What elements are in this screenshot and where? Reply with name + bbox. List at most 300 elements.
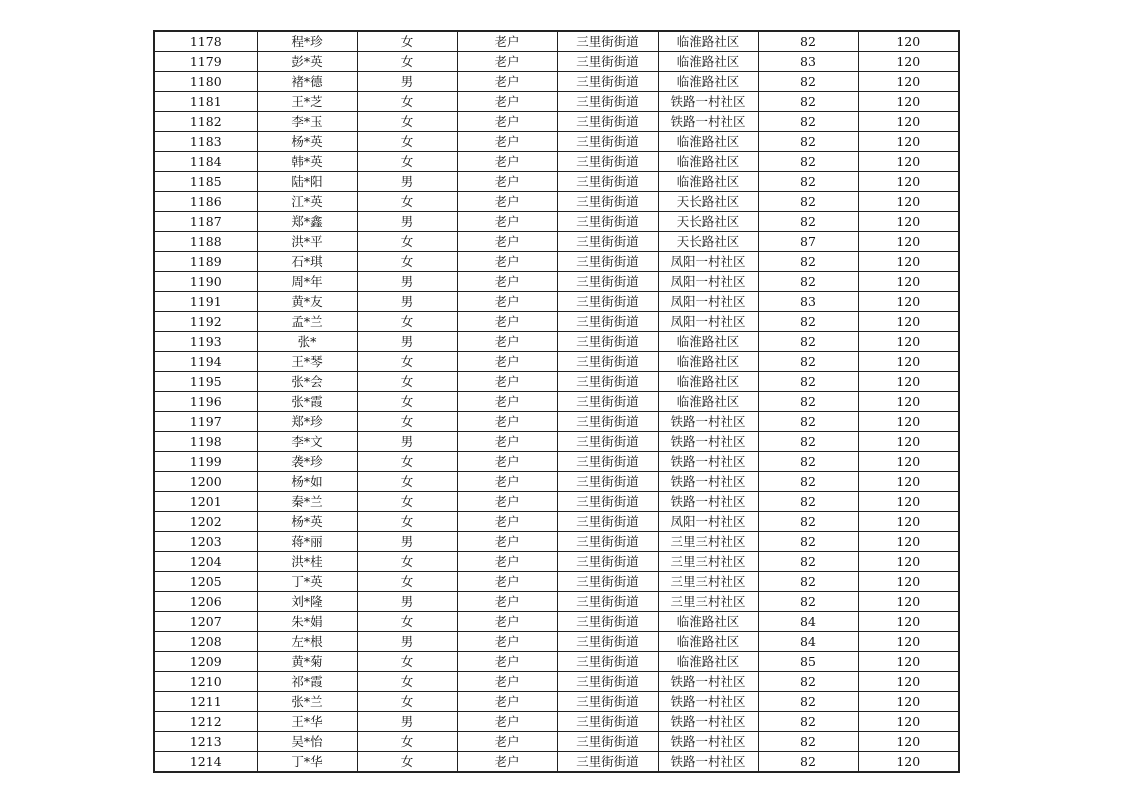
gender-cell: 女 [357,552,457,572]
table-row [154,712,959,732]
gender-cell: 女 [357,132,457,152]
amount-cell: 120 [858,112,959,132]
household-type-cell: 老户 [457,292,557,312]
age-cell: 82 [758,272,858,292]
street-cell: 三里街街道 [557,632,658,652]
community-cell: 天长路社区 [658,212,758,232]
household-type-cell: 老户 [457,712,557,732]
community-cell: 临淮路社区 [658,152,758,172]
amount-cell: 120 [858,52,959,72]
name-cell: 张*霞 [257,392,357,412]
row-number-cell: 1214 [154,752,257,773]
name-cell: 杨*英 [257,132,357,152]
street-cell: 三里街街道 [557,352,658,372]
age-cell: 83 [758,292,858,312]
table-row [154,92,959,112]
amount-cell: 120 [858,712,959,732]
community-cell: 凤阳一村社区 [658,292,758,312]
community-cell: 三里三村社区 [658,592,758,612]
community-cell: 铁路一村社区 [658,492,758,512]
gender-cell: 男 [357,632,457,652]
gender-cell: 男 [357,432,457,452]
household-type-cell: 老户 [457,472,557,492]
row-number-cell: 1182 [154,112,257,132]
household-type-cell: 老户 [457,312,557,332]
amount-cell: 120 [858,412,959,432]
gender-cell: 女 [357,752,457,773]
household-type-cell: 老户 [457,452,557,472]
household-type-cell: 老户 [457,632,557,652]
name-cell: 王*芝 [257,92,357,112]
age-cell: 82 [758,552,858,572]
age-cell: 82 [758,31,858,52]
community-cell: 铁路一村社区 [658,112,758,132]
table-row [154,532,959,552]
street-cell: 三里街街道 [557,252,658,272]
household-type-cell: 老户 [457,31,557,52]
community-cell: 三里三村社区 [658,532,758,552]
street-cell: 三里街街道 [557,112,658,132]
row-number-cell: 1188 [154,232,257,252]
age-cell: 84 [758,632,858,652]
age-cell: 82 [758,572,858,592]
community-cell: 铁路一村社区 [658,412,758,432]
name-cell: 张*兰 [257,692,357,712]
age-cell: 82 [758,712,858,732]
household-type-cell: 老户 [457,752,557,773]
street-cell: 三里街街道 [557,72,658,92]
amount-cell: 120 [858,492,959,512]
gender-cell: 女 [357,372,457,392]
street-cell: 三里街街道 [557,452,658,472]
table-row [154,552,959,572]
row-number-cell: 1213 [154,732,257,752]
row-number-cell: 1187 [154,212,257,232]
table-body [154,31,959,772]
row-number-cell: 1189 [154,252,257,272]
household-type-cell: 老户 [457,392,557,412]
age-cell: 82 [758,432,858,452]
community-cell: 凤阳一村社区 [658,272,758,292]
row-number-cell: 1193 [154,332,257,352]
street-cell: 三里街街道 [557,412,658,432]
table-row [154,252,959,272]
age-cell: 83 [758,52,858,72]
community-cell: 铁路一村社区 [658,92,758,112]
name-cell: 程*珍 [257,31,357,52]
street-cell: 三里街街道 [557,432,658,452]
household-type-cell: 老户 [457,652,557,672]
age-cell: 82 [758,492,858,512]
name-cell: 孟*兰 [257,312,357,332]
amount-cell: 120 [858,692,959,712]
gender-cell: 女 [357,492,457,512]
name-cell: 朱*娟 [257,612,357,632]
community-cell: 临淮路社区 [658,72,758,92]
gender-cell: 女 [357,672,457,692]
row-number-cell: 1191 [154,292,257,312]
amount-cell: 120 [858,572,959,592]
row-number-cell: 1194 [154,352,257,372]
community-cell: 临淮路社区 [658,632,758,652]
street-cell: 三里街街道 [557,472,658,492]
name-cell: 韩*英 [257,152,357,172]
row-number-cell: 1181 [154,92,257,112]
community-cell: 临淮路社区 [658,132,758,152]
row-number-cell: 1192 [154,312,257,332]
household-type-cell: 老户 [457,512,557,532]
name-cell: 郑*珍 [257,412,357,432]
age-cell: 87 [758,232,858,252]
street-cell: 三里街街道 [557,212,658,232]
street-cell: 三里街街道 [557,372,658,392]
row-number-cell: 1179 [154,52,257,72]
street-cell: 三里街街道 [557,732,658,752]
amount-cell: 120 [858,352,959,372]
street-cell: 三里街街道 [557,612,658,632]
name-cell: 丁*英 [257,572,357,592]
row-number-cell: 1197 [154,412,257,432]
community-cell: 铁路一村社区 [658,692,758,712]
community-cell: 临淮路社区 [658,332,758,352]
age-cell: 82 [758,192,858,212]
household-type-cell: 老户 [457,552,557,572]
name-cell: 陆*阳 [257,172,357,192]
gender-cell: 男 [357,72,457,92]
table-row [154,412,959,432]
table-row [154,452,959,472]
gender-cell: 女 [357,192,457,212]
amount-cell: 120 [858,312,959,332]
household-type-cell: 老户 [457,412,557,432]
amount-cell: 120 [858,92,959,112]
row-number-cell: 1199 [154,452,257,472]
age-cell: 82 [758,332,858,352]
community-cell: 天长路社区 [658,192,758,212]
gender-cell: 女 [357,52,457,72]
table-row [154,292,959,312]
amount-cell: 120 [858,172,959,192]
household-type-cell: 老户 [457,232,557,252]
community-cell: 三里三村社区 [658,572,758,592]
name-cell: 黄*菊 [257,652,357,672]
table-row [154,31,959,52]
amount-cell: 120 [858,612,959,632]
household-type-cell: 老户 [457,272,557,292]
name-cell: 黄*友 [257,292,357,312]
gender-cell: 女 [357,652,457,672]
table-row [154,112,959,132]
community-cell: 铁路一村社区 [658,732,758,752]
gender-cell: 女 [357,92,457,112]
amount-cell: 120 [858,152,959,172]
community-cell: 天长路社区 [658,232,758,252]
age-cell: 82 [758,732,858,752]
table-row [154,232,959,252]
table-row [154,132,959,152]
row-number-cell: 1205 [154,572,257,592]
table-row [154,72,959,92]
community-cell: 临淮路社区 [658,31,758,52]
gender-cell: 女 [357,152,457,172]
street-cell: 三里街街道 [557,52,658,72]
row-number-cell: 1200 [154,472,257,492]
name-cell: 江*英 [257,192,357,212]
street-cell: 三里街街道 [557,652,658,672]
age-cell: 82 [758,72,858,92]
household-type-cell: 老户 [457,192,557,212]
age-cell: 82 [758,672,858,692]
household-type-cell: 老户 [457,592,557,612]
table-row [154,512,959,532]
street-cell: 三里街街道 [557,532,658,552]
street-cell: 三里街街道 [557,492,658,512]
age-cell: 82 [758,312,858,332]
name-cell: 张*会 [257,372,357,392]
community-cell: 铁路一村社区 [658,712,758,732]
street-cell: 三里街街道 [557,92,658,112]
gender-cell: 男 [357,532,457,552]
age-cell: 82 [758,352,858,372]
row-number-cell: 1186 [154,192,257,212]
amount-cell: 120 [858,392,959,412]
household-type-cell: 老户 [457,432,557,452]
table-row [154,752,959,773]
community-cell: 临淮路社区 [658,392,758,412]
age-cell: 82 [758,252,858,272]
table-row [154,312,959,332]
row-number-cell: 1190 [154,272,257,292]
name-cell: 洪*桂 [257,552,357,572]
amount-cell: 120 [858,31,959,52]
gender-cell: 男 [357,172,457,192]
street-cell: 三里街街道 [557,672,658,692]
name-cell: 袭*珍 [257,452,357,472]
amount-cell: 120 [858,592,959,612]
table-row [154,372,959,392]
table-row [154,732,959,752]
household-type-cell: 老户 [457,132,557,152]
amount-cell: 120 [858,252,959,272]
name-cell: 祁*霞 [257,672,357,692]
name-cell: 王*琴 [257,352,357,372]
table-row [154,492,959,512]
community-cell: 凤阳一村社区 [658,252,758,272]
table-row [154,672,959,692]
community-cell: 凤阳一村社区 [658,312,758,332]
street-cell: 三里街街道 [557,312,658,332]
age-cell: 82 [758,412,858,432]
name-cell: 彭*英 [257,52,357,72]
street-cell: 三里街街道 [557,332,658,352]
age-cell: 82 [758,592,858,612]
age-cell: 82 [758,392,858,412]
household-type-cell: 老户 [457,112,557,132]
household-type-cell: 老户 [457,692,557,712]
row-number-cell: 1195 [154,372,257,392]
amount-cell: 120 [858,432,959,452]
amount-cell: 120 [858,752,959,773]
household-type-cell: 老户 [457,52,557,72]
household-type-cell: 老户 [457,532,557,552]
age-cell: 84 [758,612,858,632]
community-cell: 铁路一村社区 [658,752,758,773]
community-cell: 临淮路社区 [658,352,758,372]
table-row [154,592,959,612]
street-cell: 三里街街道 [557,172,658,192]
gender-cell: 女 [357,232,457,252]
name-cell: 褚*德 [257,72,357,92]
row-number-cell: 1204 [154,552,257,572]
gender-cell: 男 [357,592,457,612]
age-cell: 82 [758,452,858,472]
gender-cell: 女 [357,612,457,632]
street-cell: 三里街街道 [557,692,658,712]
household-type-cell: 老户 [457,152,557,172]
age-cell: 82 [758,692,858,712]
amount-cell: 120 [858,732,959,752]
amount-cell: 120 [858,472,959,492]
street-cell: 三里街街道 [557,752,658,773]
community-cell: 铁路一村社区 [658,452,758,472]
amount-cell: 120 [858,232,959,252]
name-cell: 王*华 [257,712,357,732]
household-type-cell: 老户 [457,252,557,272]
table-row [154,52,959,72]
row-number-cell: 1210 [154,672,257,692]
name-cell: 石*琪 [257,252,357,272]
amount-cell: 120 [858,132,959,152]
gender-cell: 女 [357,732,457,752]
household-type-cell: 老户 [457,372,557,392]
row-number-cell: 1198 [154,432,257,452]
amount-cell: 120 [858,212,959,232]
amount-cell: 120 [858,632,959,652]
household-type-cell: 老户 [457,352,557,372]
community-cell: 铁路一村社区 [658,432,758,452]
street-cell: 三里街街道 [557,232,658,252]
table-row [154,692,959,712]
age-cell: 82 [758,172,858,192]
age-cell: 82 [758,112,858,132]
name-cell: 蒋*丽 [257,532,357,552]
street-cell: 三里街街道 [557,31,658,52]
row-number-cell: 1185 [154,172,257,192]
table-row [154,352,959,372]
street-cell: 三里街街道 [557,152,658,172]
age-cell: 82 [758,752,858,773]
table-row [154,612,959,632]
row-number-cell: 1202 [154,512,257,532]
gender-cell: 男 [357,292,457,312]
gender-cell: 女 [357,112,457,132]
name-cell: 丁*华 [257,752,357,773]
gender-cell: 男 [357,712,457,732]
gender-cell: 男 [357,272,457,292]
gender-cell: 女 [357,692,457,712]
street-cell: 三里街街道 [557,592,658,612]
table-row [154,572,959,592]
row-number-cell: 1201 [154,492,257,512]
community-cell: 临淮路社区 [658,52,758,72]
street-cell: 三里街街道 [557,512,658,532]
gender-cell: 男 [357,332,457,352]
amount-cell: 120 [858,652,959,672]
table-row [154,152,959,172]
amount-cell: 120 [858,192,959,212]
amount-cell: 120 [858,372,959,392]
age-cell: 82 [758,212,858,232]
amount-cell: 120 [858,292,959,312]
amount-cell: 120 [858,512,959,532]
street-cell: 三里街街道 [557,552,658,572]
household-type-cell: 老户 [457,172,557,192]
row-number-cell: 1178 [154,31,257,52]
household-type-cell: 老户 [457,672,557,692]
gender-cell: 女 [357,472,457,492]
gender-cell: 女 [357,572,457,592]
table-row [154,632,959,652]
table-row [154,272,959,292]
community-cell: 临淮路社区 [658,172,758,192]
household-type-cell: 老户 [457,572,557,592]
table-row [154,172,959,192]
gender-cell: 女 [357,352,457,372]
table-row [154,192,959,212]
row-number-cell: 1196 [154,392,257,412]
row-number-cell: 1203 [154,532,257,552]
gender-cell: 女 [357,512,457,532]
row-number-cell: 1180 [154,72,257,92]
row-number-cell: 1206 [154,592,257,612]
row-number-cell: 1183 [154,132,257,152]
street-cell: 三里街街道 [557,272,658,292]
gender-cell: 女 [357,252,457,272]
name-cell: 周*年 [257,272,357,292]
amount-cell: 120 [858,72,959,92]
household-type-cell: 老户 [457,492,557,512]
table-row [154,332,959,352]
row-number-cell: 1212 [154,712,257,732]
community-cell: 凤阳一村社区 [658,512,758,532]
street-cell: 三里街街道 [557,712,658,732]
community-cell: 临淮路社区 [658,652,758,672]
table-row [154,652,959,672]
name-cell: 李*玉 [257,112,357,132]
name-cell: 刘*隆 [257,592,357,612]
name-cell: 杨*如 [257,472,357,492]
household-type-cell: 老户 [457,732,557,752]
table-row [154,432,959,452]
amount-cell: 120 [858,332,959,352]
community-cell: 三里三村社区 [658,552,758,572]
age-cell: 82 [758,372,858,392]
household-type-cell: 老户 [457,72,557,92]
age-cell: 82 [758,472,858,492]
table-row [154,212,959,232]
community-cell: 铁路一村社区 [658,472,758,492]
gender-cell: 女 [357,452,457,472]
name-cell: 左*根 [257,632,357,652]
amount-cell: 120 [858,452,959,472]
age-cell: 82 [758,512,858,532]
age-cell: 85 [758,652,858,672]
community-cell: 铁路一村社区 [658,672,758,692]
name-cell: 李*文 [257,432,357,452]
community-cell: 临淮路社区 [658,372,758,392]
row-number-cell: 1209 [154,652,257,672]
street-cell: 三里街街道 [557,392,658,412]
